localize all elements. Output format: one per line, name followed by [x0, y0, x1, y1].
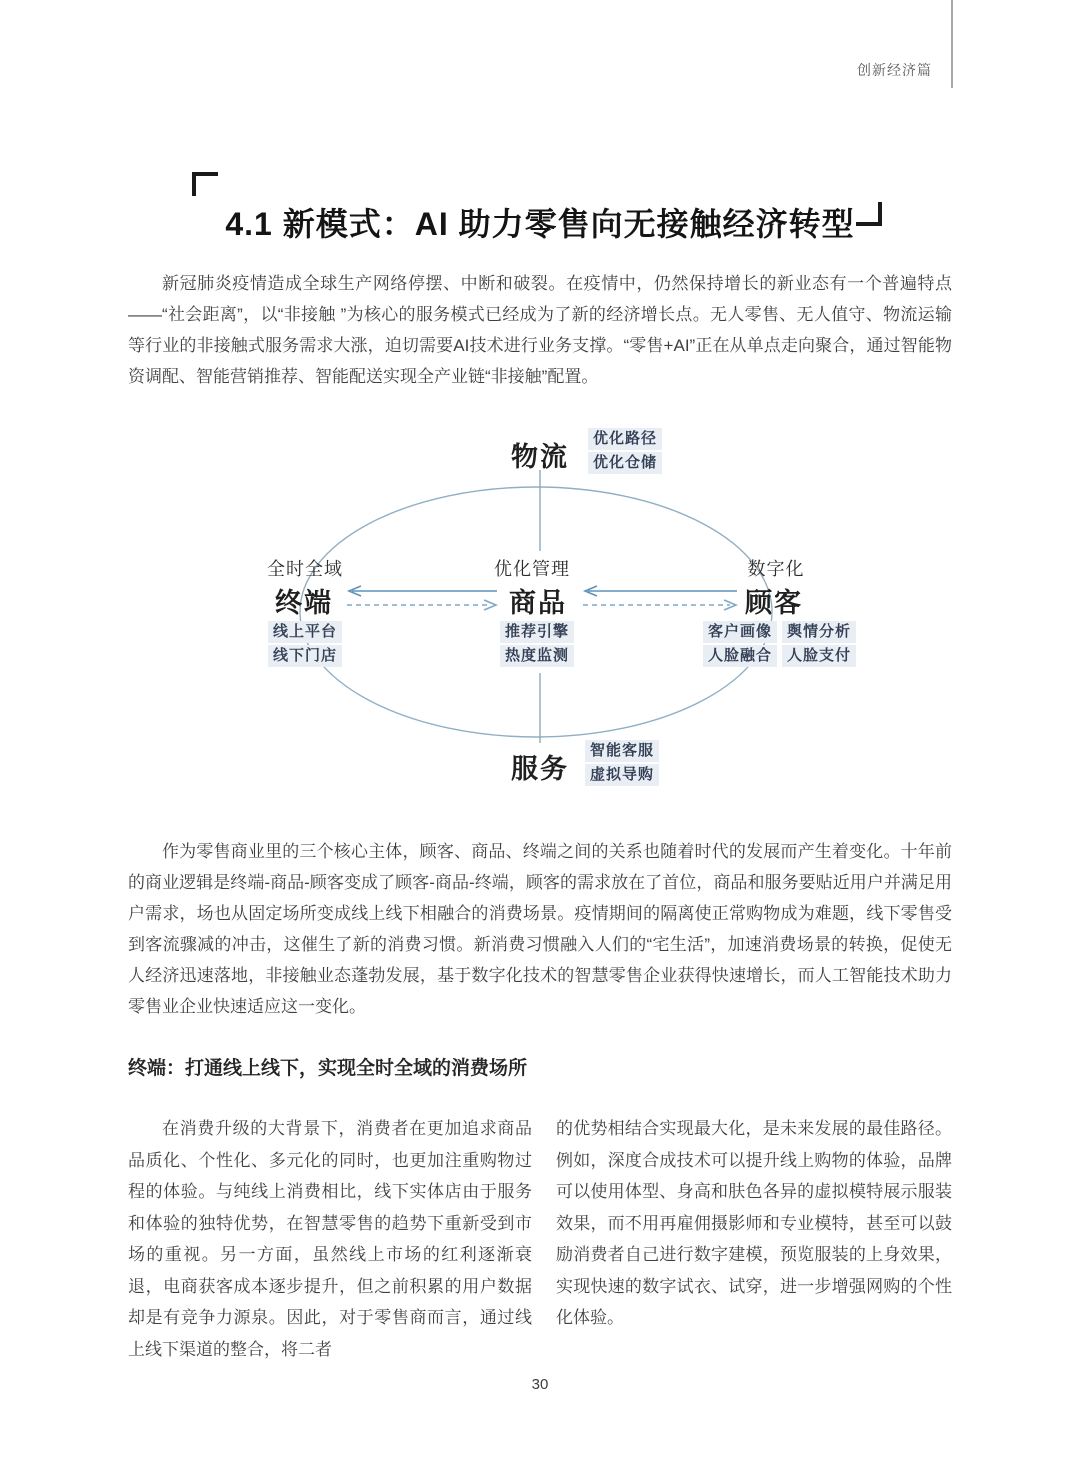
- tag: 热度监测: [500, 645, 574, 667]
- body-paragraph: [128, 836, 952, 1022]
- column-right-text: 的优势相结合实现最大化，是未来发展的最佳路径。例如，深度合成技术可以提升线上购物的体验，品牌可以使用体型、身高和肤色各异的虚拟模特展示服装效果，而不用再雇佣摄影师和专业模特，甚至可以鼓励消费者自己进行数字建模，预览服装的上身效果，实现快速的数字试衣、试穿，进一步增强网购的个性化体验。: [556, 1119, 952, 1327]
- intro-paragraph: [128, 268, 952, 392]
- tag: 客户画像: [703, 621, 777, 643]
- column-left: [128, 1113, 532, 1365]
- node-customer: 顾客: [745, 588, 803, 618]
- corner-bracket-bottom-right-icon: [856, 202, 882, 226]
- tag: 人脸融合: [703, 645, 777, 667]
- tag: 虚拟导购: [585, 764, 659, 786]
- tag: 优化路径: [588, 428, 662, 450]
- node-service: 服务: [511, 754, 569, 784]
- tag: 线上平台: [268, 621, 342, 643]
- label-digitalization: 数字化: [747, 559, 805, 579]
- column-right: [556, 1113, 952, 1334]
- tag: 舆情分析: [782, 621, 856, 643]
- node-goods: 商品: [509, 588, 567, 618]
- arrow-terminal-goods: [347, 586, 497, 610]
- column-left-text: 在消费升级的大背景下，消费者在更加追求商品品质化、个性化、多元化的同时，也更加注重购物过程的体验。与纯线上消费相比，线下实体店由于服务和体验的独特优势，在智慧零售的趋势下重新受到市场的重视。另一方面，虽然线上市场的红利逐渐衰退，电商获客成本逐步提升，但之前积累的用户数据却是有竞争力源泉。因此，对于零售商而言，通过线上线下渠道的整合，将二者: [128, 1119, 532, 1359]
- terminal-tags: [268, 621, 342, 667]
- node-terminal: 终端: [275, 588, 333, 618]
- page-title: 4.1 新模式：AI 助力零售向无接触经济转型: [225, 206, 855, 243]
- header-divider-line: [951, 0, 953, 88]
- logistics-tags: [588, 428, 662, 474]
- arrow-goods-customer: [583, 586, 737, 610]
- section-heading: 终端：打通线上线下，实现全时全域的消费场所: [128, 1058, 528, 1079]
- body-paragraph-text: 作为零售商业里的三个核心主体，顾客、商品、终端之间的关系也随着时代的发展而产生着变化。十年前的商业逻辑是终端-商品-顾客变成了顾客-商品-终端，顾客的需求放在了首位，商品和服务要贴近用户并满足用户需求，场也从固定场所变成线上线下相融合的消费场景。疫情期间的隔离使正常购物成为难题，线下零售受到客流骤减的冲击，这催生了新的消费习惯。新消费习惯融入人们的“宅生活”，加速消费场景的转换，促使无人经济迅速落地，非接触业态蓬勃发展，基于数字化技术的智慧零售企业获得快速增长，而人工智能技术助力零售业企业快速适应这一变化。: [128, 842, 952, 1016]
- intro-paragraph-text: 新冠肺炎疫情造成全球生产网络停摆、中断和破裂。在疫情中，仍然保持增长的新业态有一个普遍特点 ——“社会距离”，以“非接触 ”为核心的服务模式已经成为了新的经济增长点。无人零售、无人值守、物流运输等行业的非接触式服务需求大涨，迫切需要AI技术进行业务支撑。“零售+AI”正在从单点走向聚合，通过智能物资调配、智能营销推荐、智能配送实现全产业链“非接触”配置。: [128, 274, 952, 386]
- tag: 优化仓储: [588, 452, 662, 474]
- retail-ecosystem-diagram: [0, 415, 1080, 815]
- page-number: 30: [531, 1376, 549, 1393]
- tag: 智能客服: [585, 740, 659, 762]
- label-all-time-all-domain: 全时全域: [267, 559, 343, 579]
- customer-tags: [703, 621, 856, 667]
- service-tags: [585, 740, 659, 786]
- tag: 人脸支付: [782, 645, 856, 667]
- tag: 线下门店: [268, 645, 342, 667]
- label-optimize-management: 优化管理: [494, 559, 570, 579]
- goods-tags: [500, 621, 574, 667]
- header-section-label: 创新经济篇: [857, 62, 932, 78]
- corner-bracket-top-left-icon: [192, 172, 218, 196]
- tag: 推荐引擎: [500, 621, 574, 643]
- node-logistics: 物流: [511, 442, 569, 472]
